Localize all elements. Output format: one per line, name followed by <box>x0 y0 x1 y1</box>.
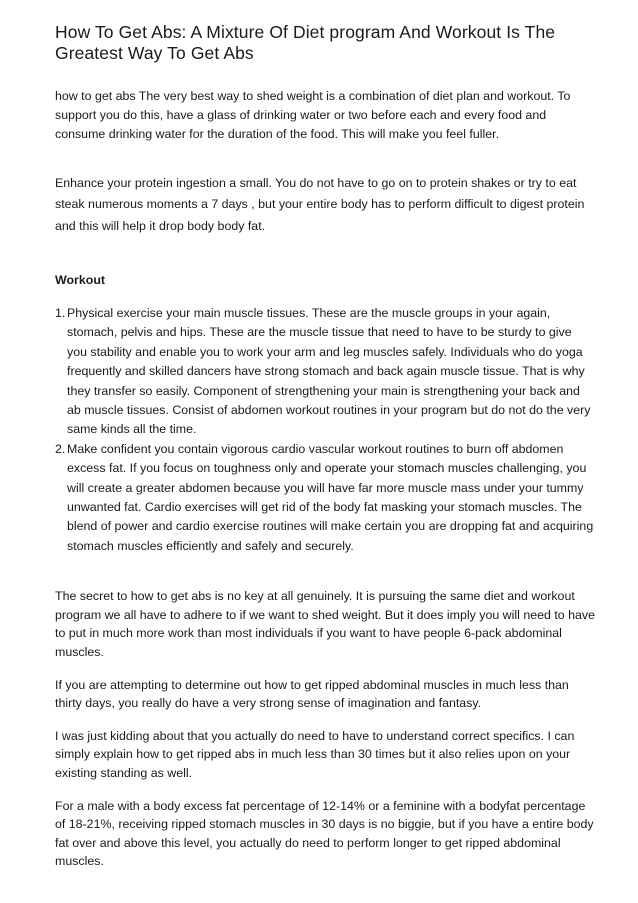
secret-paragraph: The secret to how to get abs is no key at all genuinely. It is pursuing the same diet and workout program we all have to adhere to if we want to shed weight. But it does imply you will need to have to put in much more work than most individuals if you want to have people 6-pack abdominal muscles. <box>55 589 595 659</box>
list-item-number: 2. <box>55 441 66 456</box>
list-item <box>55 440 595 556</box>
document-page <box>55 22 595 871</box>
intro-paragraph: how to get abs The very best way to shed weight is a combination of diet plan and workout. To support you do this, have a glass of drinking water or two before each and every food and consume drinking water for the duration of the food. This will make you feel fuller. <box>55 89 571 141</box>
kidding-paragraph: I was just kidding about that you actually do need to have to understand correct specifics. I can simply explain how to get ripped abs in much less than 30 times but it also relies upon on your existing standing as well. <box>55 728 575 780</box>
list-item <box>55 304 595 440</box>
page-title: How To Get Abs: A Mixture Of Diet program And Workout Is The Greatest Way To Get Abs <box>55 22 556 63</box>
list-item-text: Make confident you contain vigorous cardio vascular workout routines to burn off abdomen excess fat. If you focus on toughness only and operate your stomach muscles challenging, you will create a greater abdomen because you will have far more muscle mass under your tummy unwanted fat. Cardio exercises will get rid of the body fat masking your stomach muscles. The blend of power and cardio exercise routines will make certain you are dropping fat and acquiring stomach muscles efficiently and safely and securely. <box>67 441 594 553</box>
workout-heading: Workout <box>55 272 106 287</box>
list-item-text: Physical exercise your main muscle tissues. These are the muscle groups in your again, stomach, pelvis and hips. These are the muscle tissue that need to have to be sturdy to give you stability and enable you to work your arm and leg muscles safely. Individuals who do yoga frequently and skilled dancers have strong stomach and back again muscle tissue. That is why they transfer so easily. Component of strengthening your main is strengthening your back and ab muscle tissues. Consist of abdomen workout routines in your program but do not do the very same kinds all the time. <box>67 305 591 437</box>
list-item-number: 1. <box>55 305 66 320</box>
workout-list <box>55 304 595 556</box>
protein-paragraph: Enhance your protein ingestion a small. You do not have to go on to protein shakes or try to eat steak numerous moments a 7 days , but your entire body has to perform difficult to digest protein and this will help it drop body body fat. <box>55 176 585 233</box>
bodyfat-paragraph: For a male with a body excess fat percentage of 12-14% or a feminine with a bodyfat percentage of 18-21%, receiving ripped stomach muscles in 30 days is no biggie, but if you have a entire body fat over and above this level, you actually do need to perform longer to get ripped abdominal muscles. <box>55 798 594 869</box>
thirty-days-paragraph: If you are attempting to determine out how to get ripped abdominal muscles in much less than thirty days, you really do have a very strong sense of imagination and fantasy. <box>55 677 569 711</box>
